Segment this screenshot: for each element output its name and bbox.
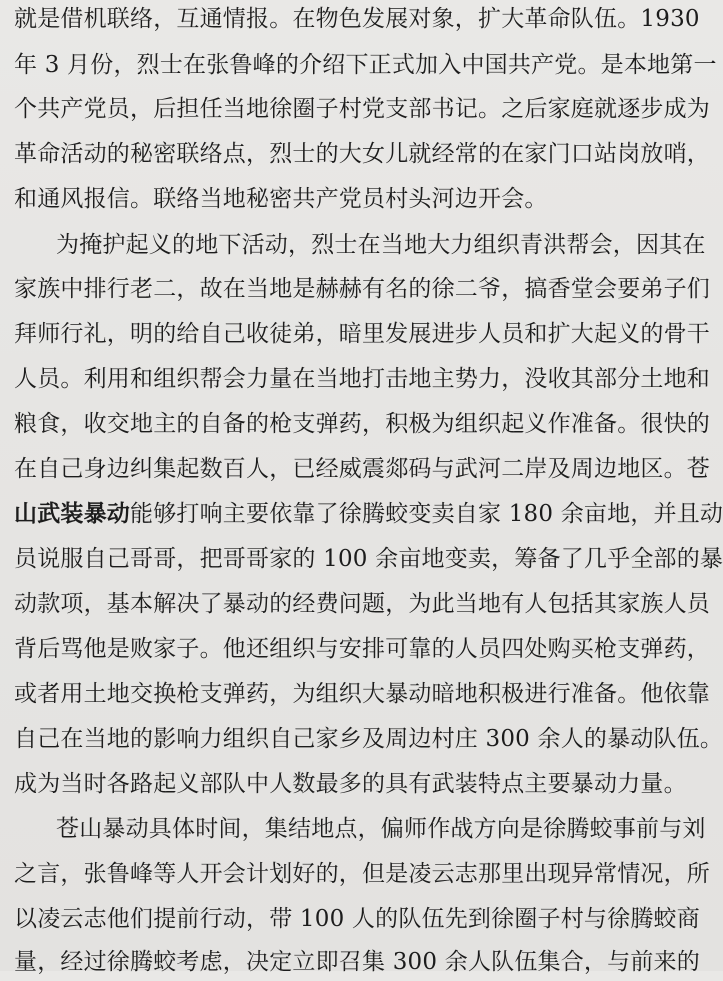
text-line: 个共产党员，后担任当地徐圈子村党支部书记。之后家庭就逐步成为: [14, 96, 710, 122]
text-line: 年 3 月份，烈士在张鲁峰的介绍下正式加入中国共产党。是本地第一: [14, 52, 717, 78]
text-line: 动款项，基本解决了暴动的经费问题，为此当地有人包括其家族人员: [14, 591, 710, 617]
paragraph-first-line: 苍山暴动具体时间，集结地点，偏师作战方向是徐腾蛟事前与刘: [56, 816, 706, 842]
text-line: 员说服自己哥哥，把哥哥家的 100 余亩地变卖，筹备了几乎全部的暴: [14, 546, 723, 572]
text-line: 量，经过徐腾蛟考虑，决定立即召集 300 余人队伍集合，与前来的: [14, 949, 700, 975]
text-line: 家族中排行老二，故在当地是赫赫有名的徐二爷，搞香堂会要弟子们: [14, 276, 710, 302]
text-line: 粮食，收交地主的自备的枪支弹药，积极为组织起义作准备。很快的: [14, 411, 710, 437]
text-line: 之言，张鲁峰等人开会计划好的，但是凌云志那里出现异常情况，所: [14, 861, 710, 887]
text-line: 背后骂他是败家子。他还组织与安排可靠的人员四处购买枪支弹药，: [14, 636, 710, 662]
text-line: 拜师行礼，明的给自己收徒弟，暗里发展进步人员和扩大起义的骨干: [14, 321, 710, 347]
text-line: 人员。利用和组织帮会力量在当地打击地主势力，没收其部分土地和: [14, 366, 710, 392]
text-line: 革命活动的秘密联络点，烈士的大女儿就经常的在家门口站岗放哨，: [14, 141, 710, 167]
text-line: 或者用土地交换枪支弹药，为组织大暴动暗地积极进行准备。他依靠: [14, 681, 710, 707]
text-line: 在自己身边纠集起数百人，已经威震郯码与武河二岸及周边地区。苍: [14, 456, 710, 482]
text-line: [0, 495, 723, 533]
text-line: 自己在当地的影响力组织自己家乡及周边村庄 300 余人的暴动队伍。: [14, 726, 723, 752]
text-line: 成为当时各路起义部队中人数最多的具有武装特点主要暴动力量。: [14, 771, 687, 797]
paragraph-first-line: 为掩护起义的地下活动，烈士在当地大力组织青洪帮会，因其在: [56, 232, 706, 258]
bold-phrase: 山武装暴动: [14, 500, 130, 527]
text-line: 就是借机联络，互通情报。在物色发展对象，扩大革命队伍。1930: [14, 6, 700, 32]
text-line: 以凌云志他们提前行动，带 100 人的队伍先到徐圈子村与徐腾蛟商: [14, 906, 700, 932]
text-line: 和通风报信。联络当地秘密共产党员村头河边开会。: [14, 186, 548, 212]
text-run: 能够打响主要依靠了徐腾蛟变卖自家 180 余亩地，并且动: [130, 501, 723, 527]
